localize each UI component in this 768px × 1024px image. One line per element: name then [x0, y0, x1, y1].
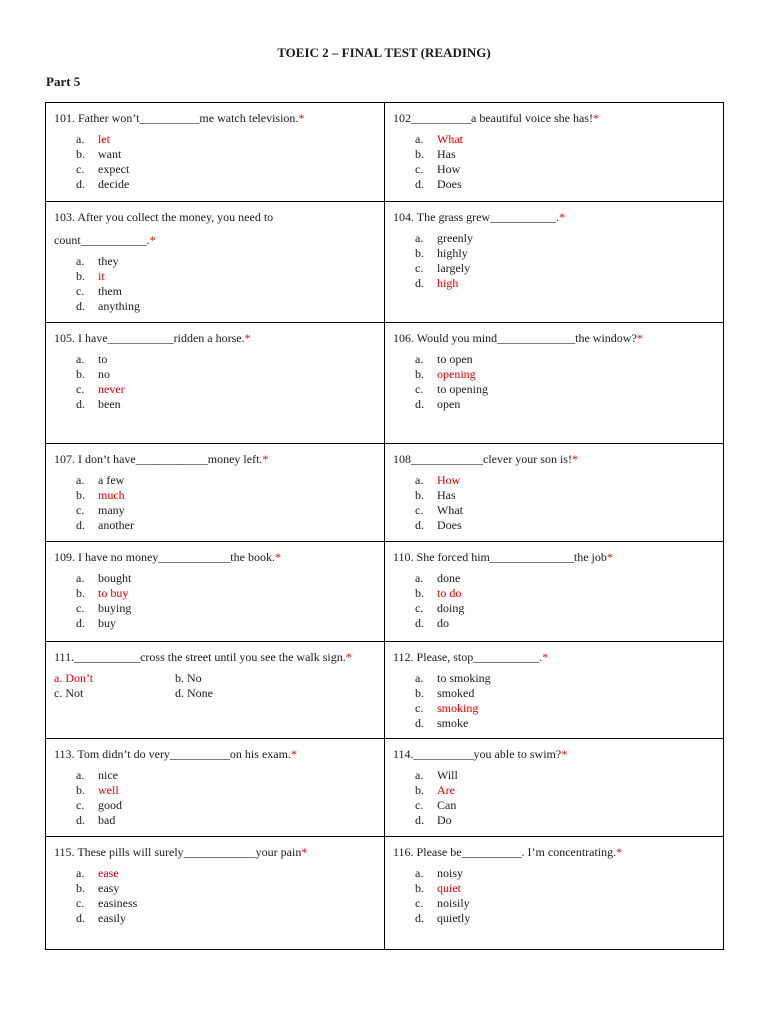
question-text: 116. Please be__________. I’m concentrating.: [393, 845, 617, 859]
question-text: 107. I don’t have____________money left.: [54, 452, 263, 466]
option-text: done: [437, 571, 461, 585]
option-letter: b.: [76, 147, 85, 161]
option-letter: d.: [415, 616, 424, 630]
option-list: [393, 132, 716, 192]
question-stem: [393, 448, 716, 471]
answer-star: *: [244, 331, 251, 345]
answer-option: [393, 488, 716, 503]
option-list: [54, 132, 377, 192]
option-text: Don’t: [65, 671, 94, 685]
answer-option: [393, 276, 716, 291]
answer-option: [393, 367, 716, 382]
option-letter: a.: [76, 866, 85, 880]
question-cell: [46, 837, 385, 950]
option-letter: a.: [415, 132, 424, 146]
answer-option: [54, 269, 377, 284]
option-letter: a.: [415, 768, 424, 782]
option-text: to smoking: [437, 671, 491, 685]
answer-option: [54, 177, 377, 192]
option-letter: d.: [76, 911, 85, 925]
question-text: 106. Would you mind_____________the window?: [393, 331, 637, 345]
question-text: 104. The grass grew___________.: [393, 210, 560, 224]
option-letter: d.: [415, 177, 424, 191]
answer-option: [393, 701, 716, 716]
answer-option: [393, 473, 716, 488]
option-letter: a.: [415, 866, 424, 880]
option-text: easiness: [98, 896, 138, 910]
answer-option: [393, 896, 716, 911]
option-letter: b.: [76, 783, 85, 797]
option-text: no: [98, 367, 110, 381]
answer-star: *: [606, 550, 613, 564]
answer-option: [54, 586, 377, 601]
option-list: [393, 352, 716, 412]
option-list: [54, 768, 377, 828]
option-text: noisily: [437, 896, 470, 910]
question-stem: [393, 646, 716, 669]
option-text: many: [98, 503, 125, 517]
option-letter: d.: [415, 397, 424, 411]
option-text: No: [187, 671, 202, 685]
option-letter: b.: [415, 246, 424, 260]
option-letter: b.: [76, 367, 85, 381]
option-letter: b.: [415, 686, 424, 700]
option-text: want: [98, 147, 122, 161]
answer-option: [54, 352, 377, 367]
option-text: Not: [65, 686, 84, 700]
answer-option: [54, 162, 377, 177]
answer-option: [393, 518, 716, 533]
answer-option: [54, 518, 377, 533]
answer-option: [393, 911, 716, 926]
answer-star: *: [559, 210, 566, 224]
answer-option: [54, 768, 377, 783]
answer-star: *: [616, 845, 623, 859]
option-list: [393, 866, 716, 926]
option-list: [54, 671, 377, 701]
answer-option: [54, 397, 377, 412]
option-list: [54, 352, 377, 412]
part-heading: Part 5: [46, 74, 81, 89]
option-text: ease: [98, 866, 119, 880]
answer-option: [393, 397, 716, 412]
question-cell: [46, 444, 385, 542]
question-cell: [46, 642, 385, 739]
answer-option: [54, 299, 377, 314]
answer-option: [54, 686, 175, 701]
option-letter: b.: [415, 488, 424, 502]
option-text: well: [98, 783, 119, 797]
answer-option: [393, 177, 716, 192]
option-list: [54, 254, 377, 314]
option-text: Does: [437, 177, 462, 191]
question-cell: [385, 642, 724, 739]
answer-star: *: [561, 747, 568, 761]
question-table: [45, 102, 724, 950]
question-stem: [54, 107, 377, 130]
option-text: anything: [98, 299, 140, 313]
answer-option: [393, 866, 716, 881]
option-list: [54, 571, 377, 631]
option-text: they: [98, 254, 119, 268]
option-letter: c.: [415, 601, 424, 615]
question-row: [46, 542, 724, 642]
option-text: smoked: [437, 686, 475, 700]
option-letter: c.: [76, 162, 85, 176]
option-letter: b.: [76, 269, 85, 283]
option-text: another: [98, 518, 134, 532]
question-stem: [54, 206, 377, 252]
answer-option: [393, 813, 716, 828]
question-text: 109. I have no money____________the book.: [54, 550, 275, 564]
answer-option: [54, 284, 377, 299]
answer-star: *: [301, 845, 308, 859]
option-letter: a.: [76, 473, 85, 487]
option-letter: a.: [415, 231, 424, 245]
option-letter: d.: [415, 518, 424, 532]
option-letter: d.: [415, 276, 424, 290]
option-letter: a.: [76, 768, 85, 782]
option-letter: c.: [76, 503, 85, 517]
question-row: [46, 642, 724, 739]
answer-star: *: [345, 650, 352, 664]
option-text: do: [437, 616, 449, 630]
question-text: 102__________a beautiful voice she has!: [393, 111, 593, 125]
question-row: [46, 444, 724, 542]
answer-option: [393, 261, 716, 276]
option-letter: c.: [76, 896, 85, 910]
answer-option: [54, 132, 377, 147]
option-letter: b.: [415, 881, 424, 895]
option-letter: b.: [415, 586, 424, 600]
answer-option: [393, 382, 716, 397]
option-text: smoke: [437, 716, 469, 730]
option-list: [393, 768, 716, 828]
question-cell: [385, 837, 724, 950]
option-text: noisy: [437, 866, 464, 880]
option-text: a few: [98, 473, 125, 487]
option-text: What: [437, 503, 463, 517]
option-letter: a.: [415, 571, 424, 585]
question-text: 112. Please, stop___________.: [393, 650, 543, 664]
question-text: 108____________clever your son is!: [393, 452, 572, 466]
answer-option: [393, 783, 716, 798]
option-letter: b.: [415, 367, 424, 381]
answer-star: *: [274, 550, 281, 564]
answer-star: *: [149, 233, 156, 247]
question-stem: [393, 206, 716, 229]
option-text: to buy: [98, 586, 129, 600]
option-text: greenly: [437, 231, 473, 245]
option-text: smoking: [437, 701, 479, 715]
question-text: 113. Tom didn’t do very__________on his exam.: [54, 747, 291, 761]
option-letter: a.: [415, 671, 424, 685]
option-letter: d.: [175, 686, 184, 700]
answer-option: [54, 382, 377, 397]
option-letter: c.: [415, 798, 424, 812]
answer-option: [54, 571, 377, 586]
option-text: high: [437, 276, 459, 290]
answer-option: [54, 798, 377, 813]
answer-star: *: [542, 650, 549, 664]
question-row: [46, 103, 724, 202]
option-letter: d.: [76, 813, 85, 827]
question-row: [46, 739, 724, 837]
answer-option: [393, 132, 716, 147]
question-text: 101. Father won’t__________me watch television.: [54, 111, 299, 125]
option-letter: c.: [54, 686, 63, 700]
answer-star: *: [636, 331, 643, 345]
question-text: 114.__________you able to swim?: [393, 747, 562, 761]
question-row: [46, 323, 724, 444]
answer-star: *: [298, 111, 305, 125]
answer-option: [393, 798, 716, 813]
option-text: Do: [437, 813, 452, 827]
option-letter: b.: [76, 586, 85, 600]
answer-option: [54, 601, 377, 616]
option-letter: d.: [415, 813, 424, 827]
answer-option: [393, 586, 716, 601]
option-text: to open: [437, 352, 473, 366]
answer-option: [54, 866, 377, 881]
option-text: highly: [437, 246, 468, 260]
answer-star: *: [592, 111, 599, 125]
answer-option: [54, 813, 377, 828]
answer-option: [175, 686, 275, 701]
question-text: 110. She forced him______________the job: [393, 550, 607, 564]
option-letter: d.: [76, 616, 85, 630]
option-letter: b.: [175, 671, 184, 685]
document-title: TOEIC 2 – FINAL TEST (READING): [277, 45, 491, 60]
option-text: them: [98, 284, 122, 298]
question-cell: [385, 103, 724, 202]
question-text: 111.___________cross the street until you see the walk sign.: [54, 650, 346, 664]
option-letter: c.: [415, 896, 424, 910]
option-letter: a.: [76, 254, 85, 268]
option-letter: a.: [76, 352, 85, 366]
question-stem: [54, 546, 377, 569]
option-letter: a.: [76, 571, 85, 585]
question-stem: [393, 841, 716, 864]
question-cell: [46, 323, 385, 444]
option-letter: c.: [76, 601, 85, 615]
option-text: expect: [98, 162, 130, 176]
answer-option: [54, 896, 377, 911]
option-text: opening: [437, 367, 476, 381]
question-stem: [54, 841, 377, 864]
option-text: to opening: [437, 382, 488, 396]
option-letter: a.: [415, 473, 424, 487]
option-letter: c.: [415, 261, 424, 275]
question-cell: [46, 542, 385, 642]
option-list: [393, 231, 716, 291]
question-stem: [393, 743, 716, 766]
option-list: [54, 866, 377, 926]
option-text: quiet: [437, 881, 461, 895]
option-list: [54, 473, 377, 533]
option-text: let: [98, 132, 110, 146]
question-cell: [385, 542, 724, 642]
option-letter: b.: [415, 783, 424, 797]
question-cell: [385, 444, 724, 542]
option-letter: c.: [76, 382, 85, 396]
option-letter: d.: [76, 397, 85, 411]
option-text: Does: [437, 518, 462, 532]
option-text: largely: [437, 261, 471, 275]
option-letter: a.: [54, 671, 63, 685]
option-letter: c.: [415, 162, 424, 176]
option-letter: d.: [76, 177, 85, 191]
question-row: [46, 837, 724, 950]
option-letter: b.: [415, 147, 424, 161]
answer-star: *: [262, 452, 269, 466]
option-text: much: [98, 488, 125, 502]
answer-option: [54, 671, 175, 686]
answer-option: [393, 601, 716, 616]
option-text: buy: [98, 616, 116, 630]
option-text: What: [437, 132, 463, 146]
option-letter: d.: [415, 716, 424, 730]
option-letter: c.: [415, 382, 424, 396]
option-letter: d.: [415, 911, 424, 925]
answer-option: [54, 616, 377, 631]
option-text: Can: [437, 798, 457, 812]
option-text: good: [98, 798, 122, 812]
answer-option: [393, 671, 716, 686]
question-cell: [385, 739, 724, 837]
option-list: [393, 671, 716, 731]
question-cell: [385, 202, 724, 323]
question-stem: [393, 546, 716, 569]
question-stem: [393, 327, 716, 350]
question-cell: [46, 202, 385, 323]
option-text: nice: [98, 768, 118, 782]
answer-option: [54, 473, 377, 488]
option-text: How: [437, 162, 461, 176]
option-letter: c.: [415, 503, 424, 517]
answer-option: [393, 716, 716, 731]
question-stem: [54, 743, 377, 766]
option-text: Has: [437, 147, 456, 161]
answer-option: [393, 768, 716, 783]
option-text: never: [98, 382, 125, 396]
answer-option: [393, 231, 716, 246]
option-text: easily: [98, 911, 126, 925]
answer-option: [393, 503, 716, 518]
option-text: Are: [437, 783, 455, 797]
option-text: None: [187, 686, 213, 700]
question-text: 103. After you collect the money, you need to count___________.: [54, 210, 274, 247]
answer-option: [54, 783, 377, 798]
question-stem: [54, 327, 377, 350]
answer-option: [54, 881, 377, 896]
option-text: easy: [98, 881, 120, 895]
option-text: bought: [98, 571, 132, 585]
option-list: [393, 571, 716, 631]
answer-option: [54, 911, 377, 926]
answer-star: *: [571, 452, 578, 466]
answer-option: [393, 162, 716, 177]
option-letter: d.: [76, 518, 85, 532]
answer-option: [393, 147, 716, 162]
option-letter: c.: [76, 284, 85, 298]
question-row: [46, 202, 724, 323]
answer-option: [393, 881, 716, 896]
answer-option: [393, 616, 716, 631]
option-letter: a.: [415, 352, 424, 366]
option-letter: a.: [76, 132, 85, 146]
question-stem: [54, 448, 377, 471]
answer-option: [393, 571, 716, 586]
option-letter: d.: [76, 299, 85, 313]
answer-option: [54, 488, 377, 503]
option-letter: b.: [76, 881, 85, 895]
option-text: quietly: [437, 911, 471, 925]
option-text: it: [98, 269, 105, 283]
option-text: to: [98, 352, 108, 366]
option-text: Will: [437, 768, 458, 782]
question-text: 105. I have___________ridden a horse.: [54, 331, 245, 345]
option-letter: b.: [76, 488, 85, 502]
question-stem: [393, 107, 716, 130]
answer-option: [393, 246, 716, 261]
answer-option: [54, 147, 377, 162]
question-stem: [54, 646, 377, 669]
option-text: been: [98, 397, 121, 411]
option-letter: c.: [415, 701, 424, 715]
option-text: to do: [437, 586, 462, 600]
option-text: buying: [98, 601, 132, 615]
option-list: [393, 473, 716, 533]
option-letter: c.: [76, 798, 85, 812]
option-text: decide: [98, 177, 130, 191]
option-text: bad: [98, 813, 116, 827]
answer-option: [393, 352, 716, 367]
option-text: Has: [437, 488, 456, 502]
answer-option: [54, 367, 377, 382]
option-text: How: [437, 473, 461, 487]
answer-option: [393, 686, 716, 701]
option-text: doing: [437, 601, 465, 615]
question-cell: [385, 323, 724, 444]
answer-option: [54, 503, 377, 518]
answer-option: [54, 254, 377, 269]
answer-star: *: [290, 747, 297, 761]
question-text: 115. These pills will surely____________your pain: [54, 845, 302, 859]
question-cell: [46, 103, 385, 202]
option-text: open: [437, 397, 461, 411]
question-cell: [46, 739, 385, 837]
answer-option: [175, 671, 275, 686]
